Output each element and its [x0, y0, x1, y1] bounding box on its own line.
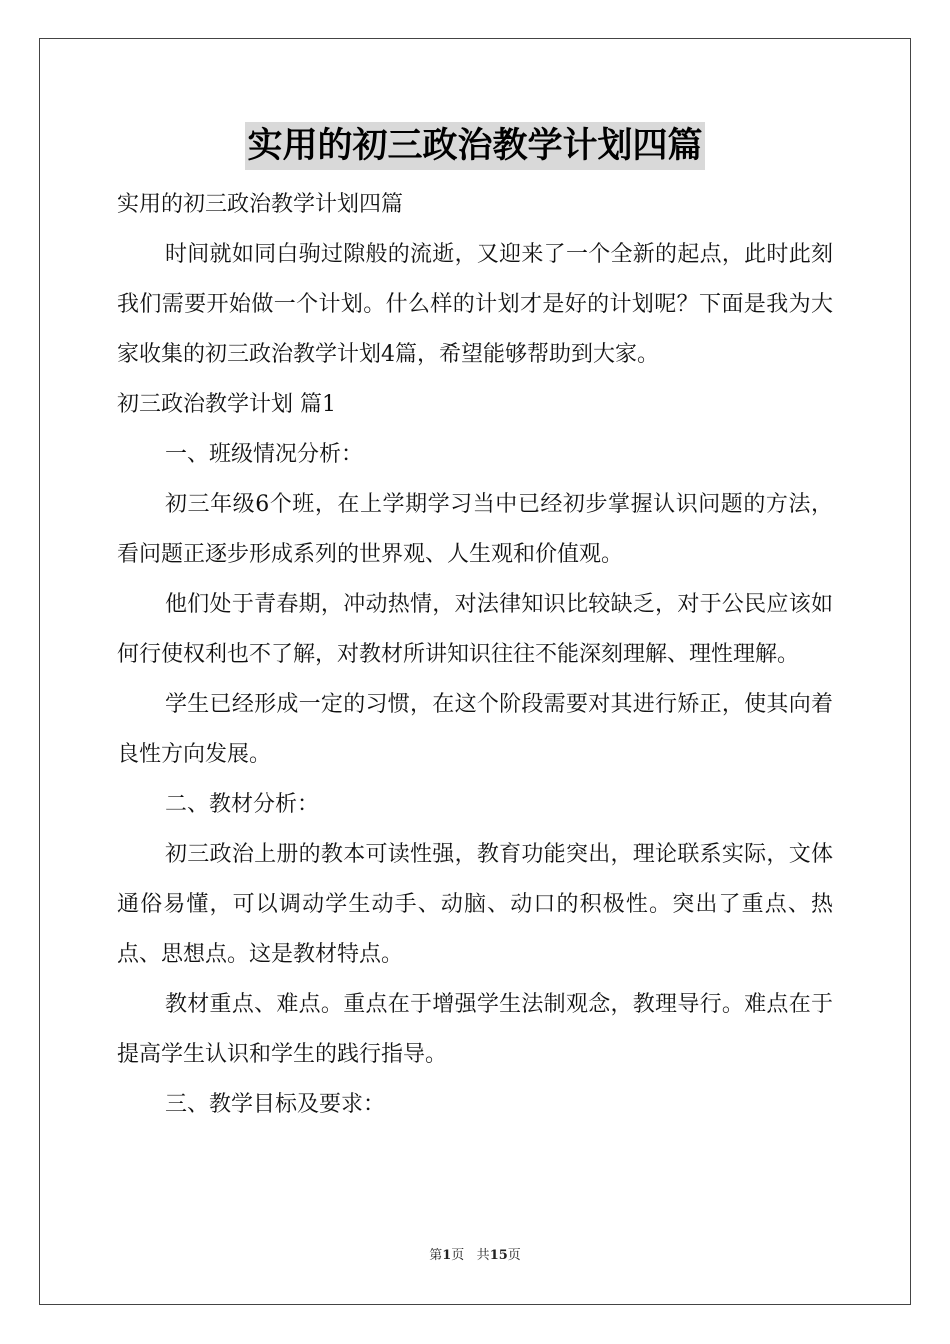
paragraph: 学生已经形成一定的习惯，在这个阶段需要对其进行矫正，使其向着良性方向发展。 [117, 692, 833, 767]
paragraph: 教材重点、难点。重点在于增强学生法制观念，教理导行。难点在于提高学生认识和学生的践行指导。 [117, 992, 833, 1067]
section-heading: 初三政治教学计划 篇1 [117, 392, 336, 417]
document-body [117, 180, 833, 1130]
page-number: 1 [442, 1248, 452, 1263]
paragraph: 初三政治上册的教本可读性强，教育功能突出，理论联系实际，文体通俗易懂，可以调动学生动手、动脑、动口的积极性。突出了重点、热点、思想点。这是教材特点。 [117, 842, 833, 967]
paragraph: 三、教学目标及要求： [165, 1092, 386, 1117]
page-label-suffix: 页 [451, 1248, 465, 1263]
paragraph: 他们处于青春期，冲动热情，对法律知识比较缺乏，对于公民应该如何行使权利也不了解，对教材所讲知识往往不能深刻理解、理性理解。 [117, 592, 833, 667]
total-label-suffix: 页 [507, 1248, 521, 1263]
page-label-prefix: 第 [429, 1248, 443, 1263]
paragraph: 二、教材分析： [165, 792, 320, 817]
page-footer [0, 1244, 950, 1263]
title-container [0, 122, 950, 170]
paragraph: 一、班级情况分析： [165, 442, 364, 467]
total-pages: 15 [489, 1248, 508, 1263]
document-title: 实用的初三政治教学计划四篇 [245, 122, 704, 170]
total-label-prefix: 共 [476, 1248, 490, 1263]
paragraph: 时间就如同白驹过隙般的流逝，又迎来了一个全新的起点，此时此刻我们需要开始做一个计划。什么样的计划才是好的计划呢？下面是我为大家收集的初三政治教学计划4篇，希望能够帮助到大家。 [117, 242, 833, 367]
document-subtitle: 实用的初三政治教学计划四篇 [117, 192, 404, 217]
paragraph: 初三年级6个班，在上学期学习当中已经初步掌握认识问题的方法，看问题正逐步形成系列的世界观、人生观和价值观。 [117, 492, 833, 567]
